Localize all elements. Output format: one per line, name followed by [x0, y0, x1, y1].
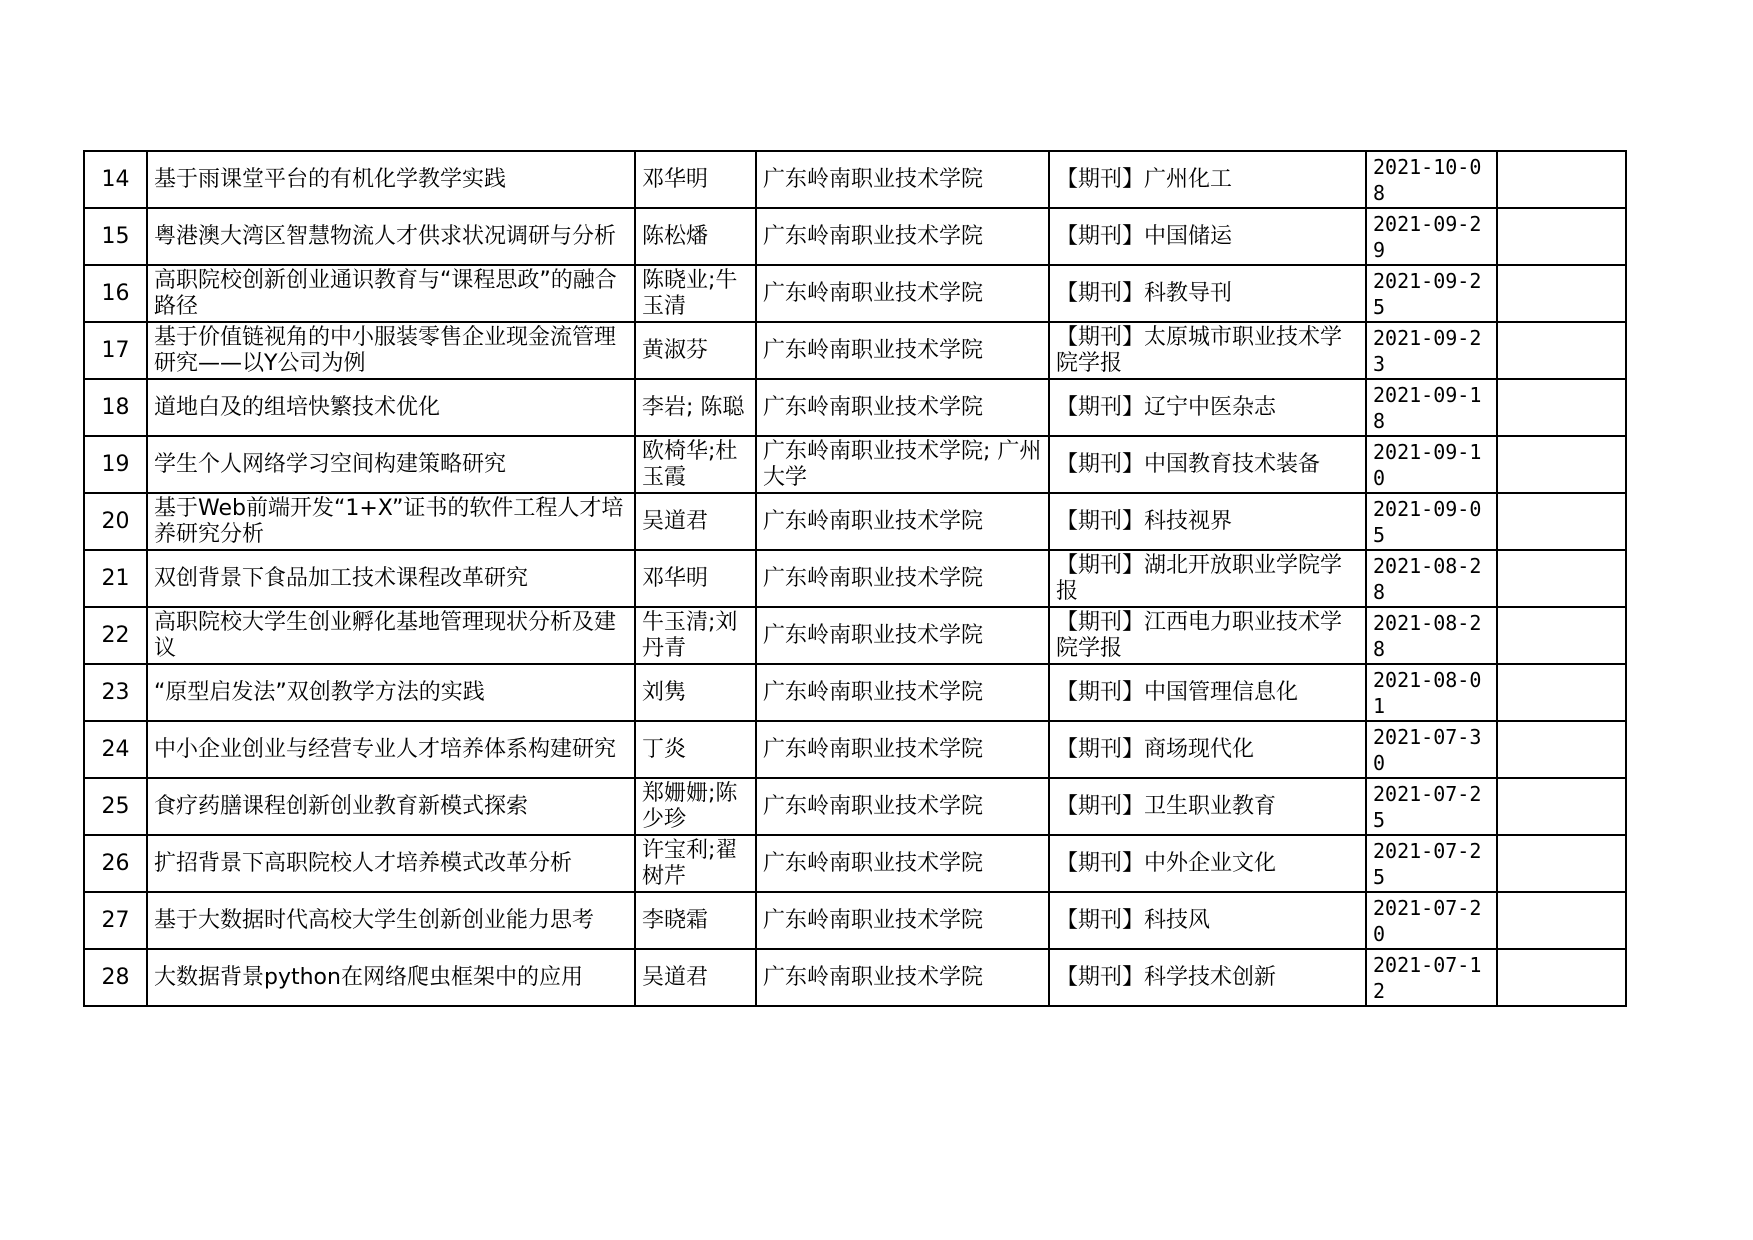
remark-cell: [1497, 778, 1626, 835]
row-number-cell: 14: [84, 151, 147, 208]
publish-date-cell: 2021-09-18: [1366, 379, 1497, 436]
author-cell: 陈晓业;牛玉清: [635, 265, 756, 322]
row-number-cell: 27: [84, 892, 147, 949]
author-cell: 牛玉清;刘丹青: [635, 607, 756, 664]
table-row: [84, 379, 1626, 436]
institution-cell: 广东岭南职业技术学院: [756, 550, 1049, 607]
paper-title-cell: 基于价值链视角的中小服装零售企业现金流管理研究——以Y公司为例: [147, 322, 635, 379]
paper-title-cell: 道地白及的组培快繁技术优化: [147, 379, 635, 436]
journal-source-cell: 【期刊】科学技术创新: [1049, 949, 1366, 1006]
author-cell: 邓华明: [635, 151, 756, 208]
institution-cell: 广东岭南职业技术学院: [756, 607, 1049, 664]
author-cell: 黄淑芬: [635, 322, 756, 379]
publish-date-cell: 2021-09-23: [1366, 322, 1497, 379]
row-number-cell: 21: [84, 550, 147, 607]
row-number-cell: 28: [84, 949, 147, 1006]
remark-cell: [1497, 550, 1626, 607]
institution-cell: 广东岭南职业技术学院: [756, 892, 1049, 949]
author-cell: 陈松燔: [635, 208, 756, 265]
author-cell: 欧椅华;杜玉霞: [635, 436, 756, 493]
remark-cell: [1497, 436, 1626, 493]
row-number-cell: 20: [84, 493, 147, 550]
table-row: [84, 664, 1626, 721]
publish-date-cell: 2021-10-08: [1366, 151, 1497, 208]
table-row: [84, 835, 1626, 892]
institution-cell: 广东岭南职业技术学院: [756, 664, 1049, 721]
author-cell: 邓华明: [635, 550, 756, 607]
author-cell: 许宝利;翟树芹: [635, 835, 756, 892]
table-row: [84, 949, 1626, 1006]
row-number-cell: 24: [84, 721, 147, 778]
row-number-cell: 19: [84, 436, 147, 493]
publish-date-cell: 2021-07-25: [1366, 778, 1497, 835]
table-row: [84, 721, 1626, 778]
journal-source-cell: 【期刊】科技视界: [1049, 493, 1366, 550]
table-row: [84, 493, 1626, 550]
remark-cell: [1497, 493, 1626, 550]
publish-date-cell: 2021-07-20: [1366, 892, 1497, 949]
journal-source-cell: 【期刊】科技风: [1049, 892, 1366, 949]
institution-cell: 广东岭南职业技术学院: [756, 322, 1049, 379]
publish-date-cell: 2021-07-12: [1366, 949, 1497, 1006]
journal-source-cell: 【期刊】卫生职业教育: [1049, 778, 1366, 835]
row-number-cell: 16: [84, 265, 147, 322]
institution-cell: 广东岭南职业技术学院: [756, 151, 1049, 208]
paper-title-cell: “原型启发法”双创教学方法的实践: [147, 664, 635, 721]
remark-cell: [1497, 721, 1626, 778]
author-cell: 李岩; 陈聪: [635, 379, 756, 436]
publications-table: [83, 150, 1627, 1007]
table-row: [84, 436, 1626, 493]
paper-title-cell: 粤港澳大湾区智慧物流人才供求状况调研与分析: [147, 208, 635, 265]
journal-source-cell: 【期刊】广州化工: [1049, 151, 1366, 208]
journal-source-cell: 【期刊】中国储运: [1049, 208, 1366, 265]
remark-cell: [1497, 322, 1626, 379]
institution-cell: 广东岭南职业技术学院: [756, 493, 1049, 550]
journal-source-cell: 【期刊】中国教育技术装备: [1049, 436, 1366, 493]
table-row: [84, 265, 1626, 322]
journal-source-cell: 【期刊】太原城市职业技术学院学报: [1049, 322, 1366, 379]
journal-source-cell: 【期刊】科教导刊: [1049, 265, 1366, 322]
remark-cell: [1497, 208, 1626, 265]
remark-cell: [1497, 379, 1626, 436]
institution-cell: 广东岭南职业技术学院: [756, 208, 1049, 265]
paper-title-cell: 基于大数据时代高校大学生创新创业能力思考: [147, 892, 635, 949]
row-number-cell: 25: [84, 778, 147, 835]
table-row: [84, 892, 1626, 949]
journal-source-cell: 【期刊】辽宁中医杂志: [1049, 379, 1366, 436]
row-number-cell: 15: [84, 208, 147, 265]
journal-source-cell: 【期刊】商场现代化: [1049, 721, 1366, 778]
publish-date-cell: 2021-09-29: [1366, 208, 1497, 265]
table-row: [84, 778, 1626, 835]
paper-title-cell: 高职院校大学生创业孵化基地管理现状分析及建议: [147, 607, 635, 664]
journal-source-cell: 【期刊】中国管理信息化: [1049, 664, 1366, 721]
institution-cell: 广东岭南职业技术学院: [756, 835, 1049, 892]
row-number-cell: 22: [84, 607, 147, 664]
publish-date-cell: 2021-09-05: [1366, 493, 1497, 550]
paper-title-cell: 中小企业创业与经营专业人才培养体系构建研究: [147, 721, 635, 778]
institution-cell: 广东岭南职业技术学院: [756, 721, 1049, 778]
paper-title-cell: 扩招背景下高职院校人才培养模式改革分析: [147, 835, 635, 892]
institution-cell: 广东岭南职业技术学院: [756, 778, 1049, 835]
paper-title-cell: 学生个人网络学习空间构建策略研究: [147, 436, 635, 493]
publish-date-cell: 2021-08-28: [1366, 607, 1497, 664]
table-row: [84, 322, 1626, 379]
remark-cell: [1497, 835, 1626, 892]
remark-cell: [1497, 892, 1626, 949]
publish-date-cell: 2021-08-01: [1366, 664, 1497, 721]
paper-title-cell: 双创背景下食品加工技术课程改革研究: [147, 550, 635, 607]
institution-cell: 广东岭南职业技术学院: [756, 949, 1049, 1006]
row-number-cell: 26: [84, 835, 147, 892]
publish-date-cell: 2021-07-25: [1366, 835, 1497, 892]
row-number-cell: 23: [84, 664, 147, 721]
remark-cell: [1497, 949, 1626, 1006]
remark-cell: [1497, 151, 1626, 208]
remark-cell: [1497, 607, 1626, 664]
publish-date-cell: 2021-09-25: [1366, 265, 1497, 322]
remark-cell: [1497, 664, 1626, 721]
author-cell: 丁炎: [635, 721, 756, 778]
paper-title-cell: 大数据背景python在网络爬虫框架中的应用: [147, 949, 635, 1006]
institution-cell: 广东岭南职业技术学院; 广州大学: [756, 436, 1049, 493]
institution-cell: 广东岭南职业技术学院: [756, 265, 1049, 322]
table-row: [84, 151, 1626, 208]
publications-sheet: [83, 150, 1627, 1007]
author-cell: 李晓霜: [635, 892, 756, 949]
table-row: [84, 208, 1626, 265]
paper-title-cell: 基于Web前端开发“1+X”证书的软件工程人才培养研究分析: [147, 493, 635, 550]
journal-source-cell: 【期刊】湖北开放职业学院学报: [1049, 550, 1366, 607]
author-cell: 刘隽: [635, 664, 756, 721]
journal-source-cell: 【期刊】中外企业文化: [1049, 835, 1366, 892]
publish-date-cell: 2021-09-10: [1366, 436, 1497, 493]
journal-source-cell: 【期刊】江西电力职业技术学院学报: [1049, 607, 1366, 664]
paper-title-cell: 高职院校创新创业通识教育与“课程思政”的融合路径: [147, 265, 635, 322]
paper-title-cell: 食疗药膳课程创新创业教育新模式探索: [147, 778, 635, 835]
row-number-cell: 17: [84, 322, 147, 379]
author-cell: 吴道君: [635, 493, 756, 550]
publications-table-body: [84, 151, 1626, 1006]
publish-date-cell: 2021-08-28: [1366, 550, 1497, 607]
institution-cell: 广东岭南职业技术学院: [756, 379, 1049, 436]
table-row: [84, 550, 1626, 607]
row-number-cell: 18: [84, 379, 147, 436]
remark-cell: [1497, 265, 1626, 322]
publish-date-cell: 2021-07-30: [1366, 721, 1497, 778]
table-row: [84, 607, 1626, 664]
author-cell: 郑姗姗;陈少珍: [635, 778, 756, 835]
paper-title-cell: 基于雨课堂平台的有机化学教学实践: [147, 151, 635, 208]
author-cell: 吴道君: [635, 949, 756, 1006]
